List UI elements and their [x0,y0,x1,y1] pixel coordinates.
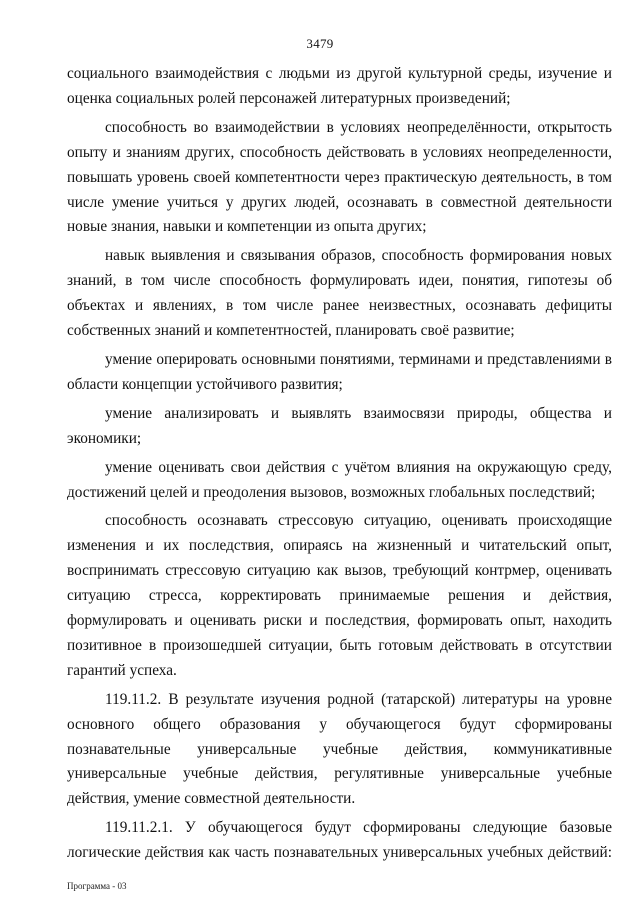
document-body [67,62,612,870]
page-number: 3479 [306,36,334,51]
paragraph-social-interaction: социального взаимодействия с людьми из другой культурной среды, изучение и оценка социальных ролей персонажей литературных произведений; [67,65,612,107]
paragraph-uncertainty: способность во взаимодействии в условиях неопределённости, открытость опыту и знаниям других, способность действовать в условиях неопределенности, повышать уровень своей компетентности через практическую деятельность, в том числе умение учиться у других людей, осознавать в совместной деятельности новые знания, навыки и компетенции из опыта других; [67,118,612,236]
paragraph-image-linking: навык выявления и связывания образов, способность формирования новых знаний, в том числе способность формулировать идеи, понятия, гипотезы об объектах и явлениях, в том числе ранее неизвестных, осознавать дефициты собственных знаний и компетентностей, планировать своё развитие; [67,247,612,340]
paragraph-section-119-11-2-1: 119.11.2.1. У обучающегося будут сформированы следующие базовые логические действия как часть познавательных универсальных учебных действий: [67,819,612,862]
paragraph-stress-situation: способность осознавать стрессовую ситуацию, оценивать происходящие изменения и их последствия, опираясь на жизненный и читательский опыт, воспринимать стрессовую ситуацию как вызов, требующий контрмер, оценивать ситуацию стресса, корректировать принимаемые решения и действия, формулировать и оценивать риски и последствия, формировать опыт, находить позитивное в произошедшей ситуации, быть готовым действовать в отсутствии гарантий успеха. [67,512,612,679]
paragraph-environment-impact: умение оценивать свои действия с учётом влияния на окружающую среду, достижений целей и преодоления вызовов, возможных глобальных последствий; [67,458,612,501]
paragraph-section-119-11-2: 119.11.2. В результате изучения родной (татарской) литературы на уровне основного общего образования у обучающегося будут сформированы познавательные универсальные учебные действия, коммуникативные универсальные учебные действия, регулятивные универсальные учебные действия, умение совместной деятельности. [67,690,612,808]
footer-label: Программа - 03 [67,881,127,891]
paragraph-sustainable-development: умение оперировать основными понятиями, терминами и представлениями в области концепции устойчивого развития; [67,350,612,393]
paragraph-nature-society: умение анализировать и выявлять взаимосвязи природы, общества и экономики; [67,404,612,447]
